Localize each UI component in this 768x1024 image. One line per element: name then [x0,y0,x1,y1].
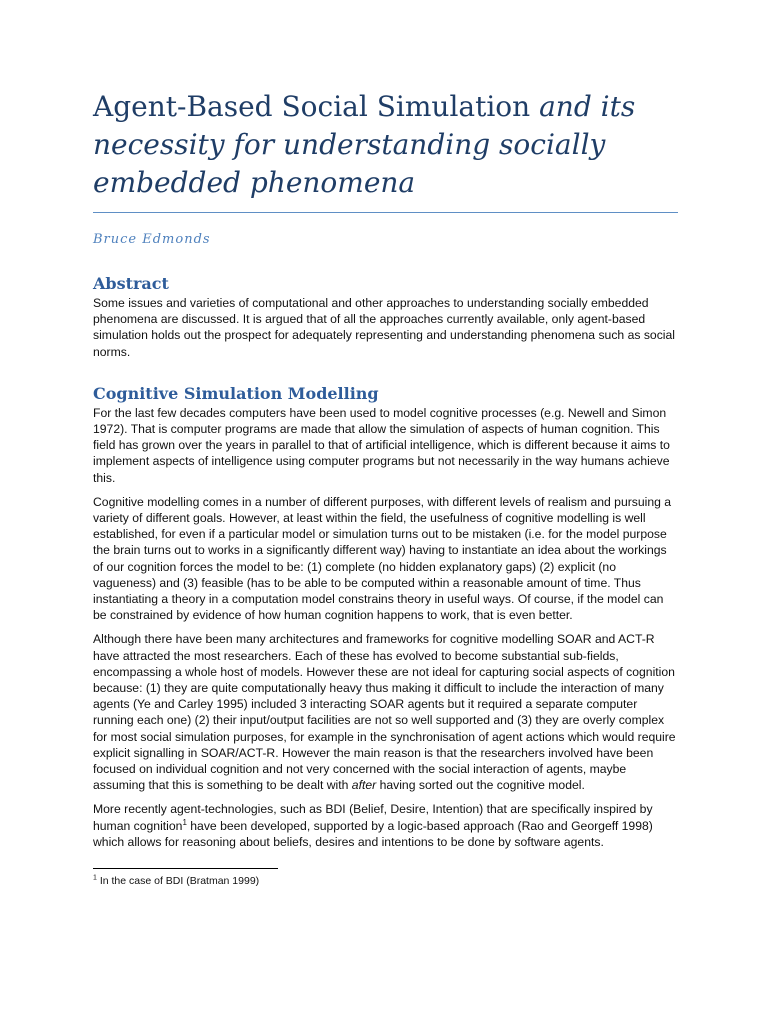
paragraph-3-text-a: Although there have been many architectures and frameworks for cognitive modelling SOAR and ACT-R have attracted the most researchers. Each of these has evolved to become substantial sub-fields, encompassing a whole host of models. However these are not ideal for capturing social aspects of cognition because: (1) they are quite computationally heavy thus making it difficult to include the interaction of many agents (Ye and Carley 1995) included 3 interacting SOAR agents but it required a separate computer running each one) (2) their input/output facilities are not so well supported and (3) they are overly complex for most social simulation purposes, for example in the synchronisation of agent actions which would require explicit signalling in SOAR/ACT-R. However the main reason is that the researchers involved have been focused on individual cognition and not very concerned with the social interaction of agents, maybe assuming that this is something to be dealt with [93,632,676,793]
title-italic: and its necessity for understanding socially embedded phenomena [93,90,636,199]
paragraph-3-text-b: having sorted out the cognitive model. [376,778,585,793]
abstract-heading: Abstract [93,274,169,293]
paragraph-3 [93,631,678,793]
author-name: Bruce Edmonds [93,232,211,247]
footnote-text: In the case of BDI (Bratman 1999) [96,875,260,888]
abstract-text: Some issues and varieties of computational and other approaches to understanding socially embedded phenomena are discussed. It is argued that of all the approaches currently available, only agent-based simulation holds out the prospect for adequately representing and understanding phenomena such as social norms. [93,296,675,359]
paragraph-4-text-a: More recently agent-technologies, such as BDI (Belief, Desire, Intention) that are specifically inspired by human cognition [93,802,653,833]
paragraph-4 [93,801,678,850]
footnote-divider [93,868,278,869]
paper-title [93,88,678,213]
footnote-mark: 1 [93,874,97,882]
paragraph-4-text-b: have been developed, supported by a logic-based approach (Rao and Georgeff 1998) which allows for reasoning about beliefs, desires and intentions to be done by software agents. [93,818,653,849]
footnote [93,875,678,887]
paragraph-3-emphasis: after [351,778,377,793]
footnote-reference[interactable]: 1 [182,817,187,827]
section-heading: Cognitive Simulation Modelling [93,383,379,403]
paragraph-1: For the last few decades computers have been used to model cognitive processes (e.g. Newell and Simon 1972). That is computer programs are made that allow the simulation of aspects of human cognition. This field has grown over the years in parallel to that of artificial intelligence, which is different because it aims to implement aspects of intelligence using computer programs but not necessarily in the way humans achieve this. [93,405,670,485]
paper-page [93,88,678,887]
paragraph-2: Cognitive modelling comes in a number of different purposes, with different levels of realism and pursuing a variety of different goals. However, at least within the field, the usefulness of cognitive modelling is well established, for even if a particular model or simulation turns out to be mistaken (i.e. for the model purpose the brain turns out to works in a significantly different way) having to instantiate an idea about the workings of our cognition forces the model to be: (1) complete (no hidden explanatory gaps) (2) explicit (no vagueness) and (3) feasible (has to be able to be computed within a reasonable amount of time. Thus instantiating a theory in a computation model constrains theory in useful ways. Of course, if the model can be constrained by evidence of how human cognition happens to work, that is even better. [93,494,672,623]
title-plain: Agent-Based Social Simulation [93,90,540,123]
